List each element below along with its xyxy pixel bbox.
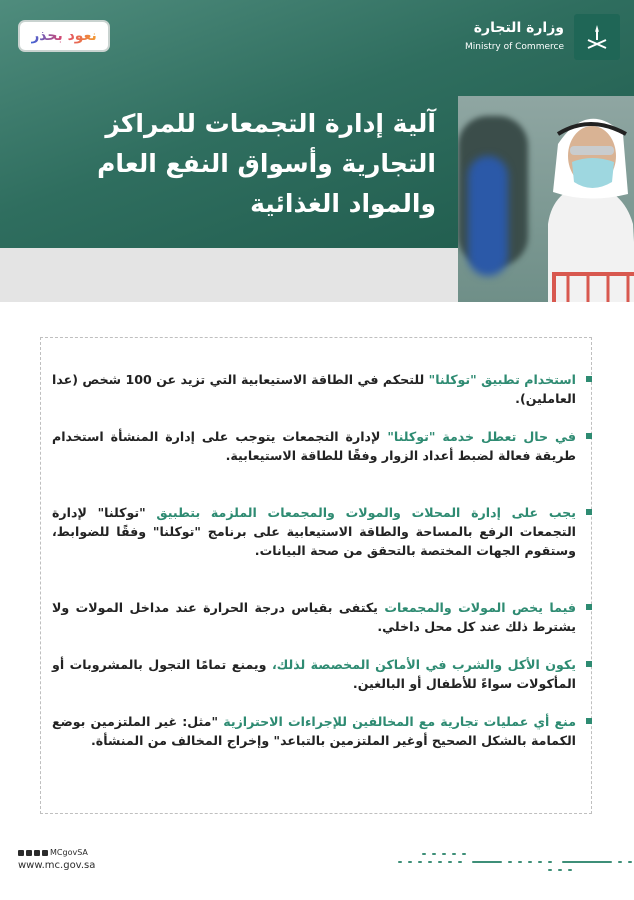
youtube-icon	[42, 850, 48, 856]
bullet-icon	[586, 509, 592, 515]
guideline-text: ويمنع تمامًا التجول بالمشروبات أو المأكولات سواءً للأطفال أو البالغين.	[52, 657, 576, 691]
bullet-icon	[586, 718, 592, 724]
guideline-item-4	[52, 598, 576, 636]
guideline-text: يكتفى بقياس درجة الحرارة عند مداخل المولات ولا يشترط ذلك عند كل محل داخلي.	[52, 600, 576, 634]
header-photo	[458, 96, 634, 302]
guideline-highlight: في حال تعطل خدمة "توكلنا"	[387, 429, 576, 444]
social-handle-text: MCgovSA	[50, 848, 88, 857]
instagram-icon	[26, 850, 32, 856]
ministry-name-en: Ministry of Commerce	[465, 42, 564, 52]
title-line-2: التجارية وأسواق النفع العام	[97, 149, 436, 178]
title-line-3: والمواد الغذائية	[250, 189, 436, 218]
page-title	[16, 104, 436, 224]
saudi-emblem-icon	[574, 14, 620, 60]
twitter-icon	[18, 850, 24, 856]
guideline-item-2	[52, 427, 576, 465]
campaign-logo-text: نعود بحذر	[31, 28, 97, 44]
guideline-highlight: يكون الأكل والشرب في الأماكن المخصصة لذلك،	[271, 657, 577, 672]
guideline-item-6	[52, 712, 576, 750]
guideline-highlight: فيما يخص المولات والمجمعات	[384, 600, 576, 615]
bullet-icon	[586, 433, 592, 439]
bullet-icon	[586, 376, 592, 382]
guideline-highlight: يجب على إدارة المحلات والمولات والمجمعات الملزمة بتطبيق	[156, 505, 576, 520]
decorative-dots	[398, 853, 634, 871]
social-handle	[18, 848, 88, 857]
guideline-item-5	[52, 655, 576, 693]
bullet-icon	[586, 604, 592, 610]
guideline-text: "مثل: غير الملتزمين بوضع الكمامة بالشكل الصحيح أوغير الملتزمين بالتباعد" وإخراج المخالف من المنشأة.	[52, 714, 576, 748]
facebook-icon	[34, 850, 40, 856]
bullet-icon	[586, 661, 592, 667]
guideline-highlight: استخدام تطبيق "توكلنا"	[428, 372, 576, 387]
ministry-name-ar: وزارة التجارة	[473, 20, 564, 36]
guideline-highlight: منع أي عمليات تجارية مع المخالفين للإجراءات الاحترازية	[223, 714, 576, 729]
ministry-logo	[465, 14, 620, 62]
campaign-logo	[18, 20, 110, 52]
website-link[interactable]: www.mc.gov.sa	[18, 860, 96, 871]
guideline-text: لإدارة التجمعات يتوجب على إدارة المنشأة استخدام طريقة فعالة لضبط أعداد الزوار وفقًا للطاقة الاستيعابية.	[52, 429, 576, 463]
guideline-item-3	[52, 503, 576, 560]
title-line-1: آلية إدارة التجمعات للمراكز	[105, 109, 436, 138]
masked-man-illustration	[528, 104, 634, 302]
guideline-item-1	[52, 370, 576, 408]
guideline-text: للتحكم في الطاقة الاستيعابية التي تزيد عن 100 شخص (عدا العاملين).	[52, 372, 576, 406]
guideline-text: "توكلنا" لإدارة التجمعات الرفع بالمساحة والطاقة الاستيعابية على برنامج "توكلنا" وفقًا للضوابط، وستقوم الجهات المختصة بالتحقق من صحة البيانات.	[52, 505, 576, 558]
